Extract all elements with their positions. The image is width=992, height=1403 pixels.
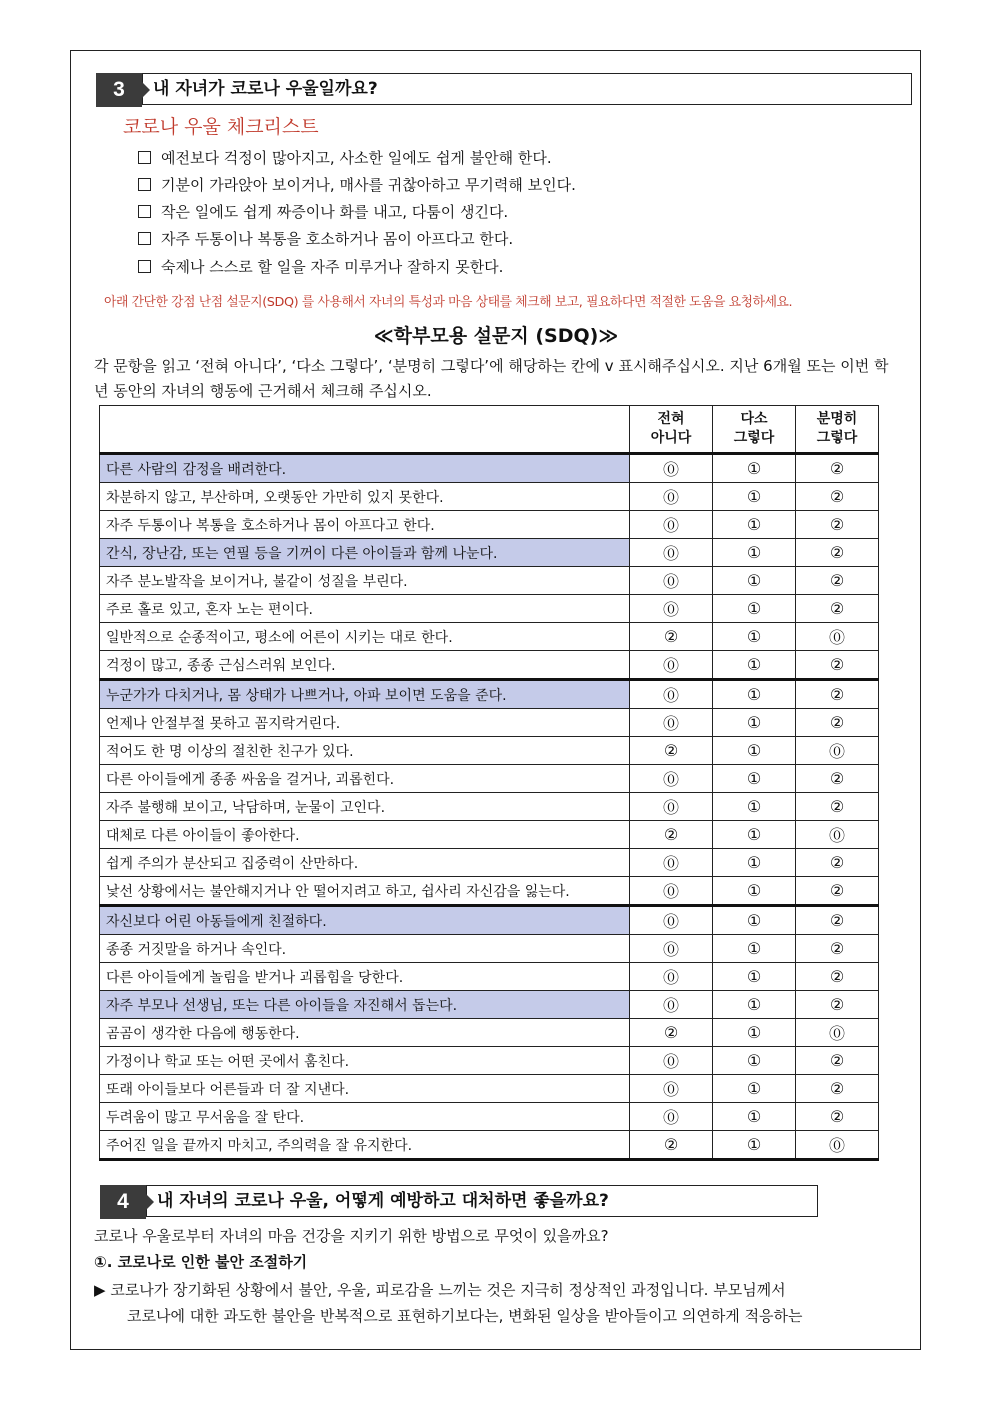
section4-paragraph-line2: 코로나에 대한 과도한 불안을 반복적으로 표현하기보다는, 변화된 일상을 받아들이고 의연하게 적응하는 [127, 1307, 803, 1325]
sdq-score-cell[interactable]: ⓪ [630, 963, 713, 991]
sdq-intro: 각 문항을 읽고 ‘전혀 아니다’, ‘다소 그렇다’, ‘분명히 그렇다’에 해당하는 칸에 v 표시해주십시오. 지난 6개월 또는 이번 학년 동안의 자녀의 행동에 근거해서 체크해 주십시오. [94, 357, 889, 400]
sdq-score-cell[interactable]: ① [713, 935, 796, 963]
checklist-item[interactable] [138, 174, 576, 195]
table-row [100, 1047, 879, 1075]
sdq-header-row [100, 406, 879, 454]
sdq-score-cell[interactable]: ① [713, 737, 796, 765]
checkbox-icon[interactable] [138, 178, 151, 191]
sdq-score-cell[interactable]: ⓪ [630, 1075, 713, 1103]
sdq-score-cell[interactable]: ② [796, 1103, 879, 1131]
sdq-score-cell[interactable]: ② [630, 1131, 713, 1160]
table-row [100, 567, 879, 595]
checklist-item[interactable] [138, 228, 513, 249]
sdq-score-cell[interactable]: ① [713, 567, 796, 595]
sdq-score-cell[interactable]: ⓪ [630, 793, 713, 821]
sdq-question: 걱정이 많고, 종종 근심스러워 보인다. [100, 651, 630, 680]
table-row [100, 651, 879, 680]
table-row [100, 877, 879, 906]
sdq-score-cell[interactable]: ① [713, 1131, 796, 1160]
sdq-question: 다른 아이들에게 놀림을 받거나 괴롭힘을 당한다. [100, 963, 630, 991]
checklist-item-label: 작은 일에도 쉽게 짜증이나 화를 내고, 다툼이 생긴다. [161, 203, 509, 221]
section4-paragraph-line1: 코로나가 장기화된 상황에서 불안, 우울, 피로감을 느끼는 것은 지극히 정상적인 과정입니다. 부모님께서 [110, 1281, 786, 1299]
sdq-score-cell[interactable]: ② [630, 737, 713, 765]
sdq-score-cell[interactable]: ⓪ [630, 849, 713, 877]
sdq-score-cell[interactable]: ② [796, 709, 879, 737]
sdq-question: 일반적으로 순종적이고, 평소에 어른이 시키는 대로 한다. [100, 623, 630, 651]
sdq-question: 자신보다 어린 아동들에게 친절하다. [100, 906, 630, 935]
sdq-score-cell[interactable]: ① [713, 793, 796, 821]
sdq-score-cell[interactable]: ① [713, 651, 796, 680]
sdq-score-cell[interactable]: ⓪ [630, 651, 713, 680]
table-row [100, 821, 879, 849]
table-row [100, 1103, 879, 1131]
sdq-score-cell[interactable]: ⓪ [630, 567, 713, 595]
sdq-question: 주어진 일을 끝까지 마치고, 주의력을 잘 유지한다. [100, 1131, 630, 1160]
sdq-score-cell[interactable]: ② [796, 651, 879, 680]
sdq-score-cell[interactable]: ⓪ [630, 511, 713, 539]
sdq-question: 곰곰이 생각한 다음에 행동한다. [100, 1019, 630, 1047]
sdq-score-cell[interactable]: ① [713, 483, 796, 511]
table-row [100, 709, 879, 737]
sdq-score-cell[interactable]: ① [713, 680, 796, 709]
sdq-score-cell[interactable]: ② [796, 511, 879, 539]
sdq-score-cell[interactable]: ① [713, 963, 796, 991]
sdq-score-cell[interactable]: ② [796, 1075, 879, 1103]
sdq-score-cell[interactable]: ① [713, 821, 796, 849]
sdq-score-cell[interactable]: ① [713, 1075, 796, 1103]
checkbox-icon[interactable] [138, 260, 151, 273]
checkbox-icon[interactable] [138, 205, 151, 218]
table-row [100, 935, 879, 963]
sdq-score-cell[interactable]: ② [796, 963, 879, 991]
sdq-score-cell[interactable]: ② [796, 991, 879, 1019]
sdq-score-cell[interactable]: ⓪ [630, 680, 713, 709]
sdq-score-cell[interactable]: ② [630, 623, 713, 651]
sdq-score-cell[interactable]: ⓪ [630, 935, 713, 963]
sdq-score-cell[interactable]: ① [713, 623, 796, 651]
sdq-question: 차분하지 않고, 부산하며, 오랫동안 가만히 있지 못한다. [100, 483, 630, 511]
table-row [100, 991, 879, 1019]
sdq-score-cell[interactable]: ② [630, 821, 713, 849]
sdq-question: 대체로 다른 아이들이 좋아한다. [100, 821, 630, 849]
sdq-score-cell[interactable]: ① [713, 595, 796, 623]
table-row [100, 1131, 879, 1160]
sdq-title: ≪학부모용 설문지 (SDQ)≫ [373, 325, 619, 347]
sdq-score-cell[interactable]: ② [796, 765, 879, 793]
sdq-score-cell[interactable]: ② [796, 849, 879, 877]
sdq-score-cell[interactable]: ⓪ [630, 877, 713, 906]
sdq-score-cell[interactable]: ⓪ [630, 454, 713, 483]
sdq-score-cell[interactable]: ⓪ [630, 483, 713, 511]
sdq-score-cell[interactable]: ② [796, 539, 879, 567]
sdq-score-cell[interactable]: ① [713, 709, 796, 737]
sdq-score-cell[interactable]: ② [796, 567, 879, 595]
sdq-header-question [100, 406, 630, 454]
sdq-question: 자주 분노발작을 보이거나, 불같이 성질을 부린다. [100, 567, 630, 595]
sdq-question: 다른 사람의 감정을 배려한다. [100, 454, 630, 483]
sdq-score-cell[interactable]: ⓪ [630, 709, 713, 737]
sdq-header-not-true: 전혀 아니다 [630, 406, 713, 454]
sdq-question: 다른 아이들에게 종종 싸움을 걸거나, 괴롭힌다. [100, 765, 630, 793]
sdq-score-cell[interactable]: ① [713, 539, 796, 567]
table-row [100, 539, 879, 567]
sdq-score-cell[interactable]: ① [713, 1019, 796, 1047]
sdq-question: 자주 부모나 선생님, 또는 다른 아이들을 자진해서 돕는다. [100, 991, 630, 1019]
checklist-item-label: 예전보다 걱정이 많아지고, 사소한 일에도 쉽게 불안해 한다. [161, 149, 552, 167]
sdq-score-cell[interactable]: ⓪ [630, 595, 713, 623]
section3-title: 내 자녀가 코로나 우울일까요? [142, 73, 912, 105]
sdq-score-cell[interactable]: ② [630, 1019, 713, 1047]
sdq-score-cell[interactable]: ② [796, 877, 879, 906]
checkbox-icon[interactable] [138, 151, 151, 164]
sdq-question: 자주 불행해 보이고, 낙담하며, 눈물이 고인다. [100, 793, 630, 821]
sdq-score-cell[interactable]: ⓪ [630, 991, 713, 1019]
table-row [100, 1075, 879, 1103]
triangle-bullet-icon: ▶ [94, 1281, 106, 1299]
sdq-score-cell[interactable]: ① [713, 991, 796, 1019]
sdq-score-cell[interactable]: ⓪ [796, 623, 879, 651]
table-row [100, 680, 879, 709]
sdq-question: 적어도 한 명 이상의 절친한 친구가 있다. [100, 737, 630, 765]
table-row [100, 595, 879, 623]
section4-number: 4 [100, 1185, 146, 1219]
sdq-score-cell[interactable]: ⓪ [630, 906, 713, 935]
checklist-item[interactable] [138, 201, 508, 222]
sdq-score-cell[interactable]: ② [796, 454, 879, 483]
table-row [100, 623, 879, 651]
checklist-item-label: 기분이 가라앉아 보이거나, 매사를 귀찮아하고 무기력해 보인다. [161, 176, 576, 194]
sdq-score-cell[interactable]: ① [713, 906, 796, 935]
sdq-score-cell[interactable]: ① [713, 511, 796, 539]
section4-title: 내 자녀의 코로나 우울, 어떻게 예방하고 대처하면 좋을까요? [146, 1185, 818, 1217]
sdq-score-cell[interactable]: ② [796, 906, 879, 935]
sdq-score-cell[interactable]: ① [713, 1047, 796, 1075]
sdq-question: 쉽게 주의가 분산되고 집중력이 산만하다. [100, 849, 630, 877]
section4-intro: 코로나 우울로부터 자녀의 마음 건강을 지키기 위한 방법으로 무엇이 있을까요? [94, 1227, 609, 1245]
sdq-score-cell[interactable]: ② [796, 595, 879, 623]
sdq-question: 언제나 안절부절 못하고 꼼지락거린다. [100, 709, 630, 737]
sdq-score-cell[interactable]: ⓪ [796, 1019, 879, 1047]
table-row [100, 906, 879, 935]
sdq-table [99, 405, 879, 1161]
section-arrow-icon [142, 82, 150, 98]
sdq-question: 낯선 상황에서는 불안해지거나 안 떨어지려고 하고, 쉽사리 자신감을 잃는다. [100, 877, 630, 906]
table-row [100, 963, 879, 991]
table-row [100, 793, 879, 821]
sdq-question: 또래 아이들보다 어른들과 더 잘 지낸다. [100, 1075, 630, 1103]
sdq-score-cell[interactable]: ⓪ [630, 539, 713, 567]
sdq-question: 자주 두통이나 복통을 호소하거나 몸이 아프다고 한다. [100, 511, 630, 539]
sdq-question: 가정이나 학교 또는 어떤 곳에서 훔친다. [100, 1047, 630, 1075]
table-row [100, 765, 879, 793]
sdq-score-cell[interactable]: ⓪ [630, 1047, 713, 1075]
section-arrow-icon [146, 1194, 154, 1210]
table-row [100, 1019, 879, 1047]
checklist-item-label: 자주 두통이나 복통을 호소하거나 몸이 아프다고 한다. [161, 230, 514, 248]
sdq-question: 종종 거짓말을 하거나 속인다. [100, 935, 630, 963]
sdq-score-cell[interactable]: ② [796, 935, 879, 963]
sdq-question: 두려움이 많고 무서움을 잘 탄다. [100, 1103, 630, 1131]
section4-paragraph [94, 1277, 900, 1329]
sdq-score-cell[interactable]: ② [796, 680, 879, 709]
sdq-score-cell[interactable]: ⓪ [630, 765, 713, 793]
section4-subheading: ①. 코로나로 인한 불안 조절하기 [94, 1253, 308, 1271]
checklist-item[interactable] [138, 147, 552, 168]
table-row [100, 737, 879, 765]
checklist-item-label: 숙제나 스스로 할 일을 자주 미루거나 잘하지 못한다. [161, 258, 504, 276]
sdq-score-cell[interactable]: ⓪ [796, 1131, 879, 1160]
table-row [100, 454, 879, 483]
sdq-question: 주로 홀로 있고, 혼자 노는 편이다. [100, 595, 630, 623]
sdq-score-cell[interactable]: ⓪ [630, 1103, 713, 1131]
sdq-score-cell[interactable]: ② [796, 1047, 879, 1075]
sdq-question: 누군가가 다치거나, 몸 상태가 나쁘거나, 아파 보이면 도움을 준다. [100, 680, 630, 709]
table-row [100, 483, 879, 511]
checkbox-icon[interactable] [138, 232, 151, 245]
sdq-header-somewhat-true: 다소 그렇다 [713, 406, 796, 454]
sdq-score-cell[interactable]: ⓪ [796, 821, 879, 849]
checklist-title: 코로나 우울 체크리스트 [123, 116, 319, 138]
sdq-score-cell[interactable]: ① [713, 765, 796, 793]
sdq-score-cell[interactable]: ① [713, 849, 796, 877]
sdq-score-cell[interactable]: ① [713, 454, 796, 483]
sdq-question: 간식, 장난감, 또는 연필 등을 기꺼이 다른 아이들과 함께 나눈다. [100, 539, 630, 567]
section3-number: 3 [96, 73, 142, 107]
table-row [100, 849, 879, 877]
checklist-item[interactable] [138, 256, 503, 277]
sdq-score-cell[interactable]: ⓪ [796, 737, 879, 765]
sdq-score-cell[interactable]: ① [713, 1103, 796, 1131]
sdq-notice: 아래 간단한 강점 난점 설문지(SDQ) 를 사용해서 자녀의 특성과 마음 상태를 체크해 보고, 필요하다면 적절한 도움을 요청하세요. [104, 295, 793, 310]
sdq-score-cell[interactable]: ② [796, 793, 879, 821]
sdq-header-certainly-true: 분명히 그렇다 [796, 406, 879, 454]
table-row [100, 511, 879, 539]
sdq-score-cell[interactable]: ① [713, 877, 796, 906]
sdq-score-cell[interactable]: ② [796, 483, 879, 511]
